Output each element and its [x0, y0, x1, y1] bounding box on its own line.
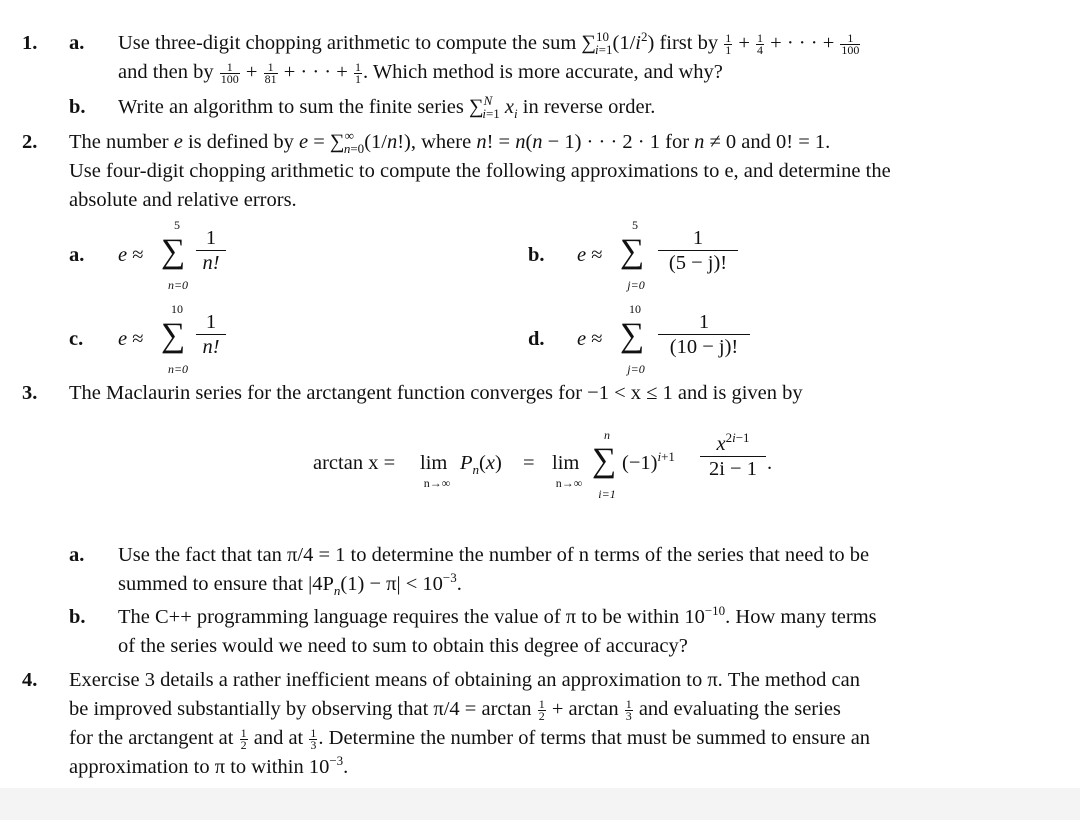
problem-2-line2: Use four-digit chopping arithmetic to compute the following approximations to e, and determine the [69, 160, 891, 182]
problem-1a-line1: Use three-digit chopping arithmetic to compute the sum $\sum^{10}_{i=1}(1/i^2)$ first by $\frac{1}{1}$ + $\frac{1}{4}$ + · · · + $\frac{1}{100}$ [118, 29, 860, 58]
problem-2a-lhs: e ≈ [118, 244, 144, 266]
problem-3b-line2: of the series would we need to sum to obtain this degree of accuracy? [118, 635, 688, 657]
problem-2a-upper: 5 [174, 218, 180, 232]
problem-3-lower: i=1 [598, 487, 616, 501]
problem-2d-denom: (10 − j)! [658, 334, 750, 359]
problem-2b-denom: (5 − j)! [658, 250, 738, 275]
problem-2b-lower: j=0 [627, 278, 645, 292]
problem-1b-label: b. [69, 96, 86, 118]
problem-3-number: 3. [22, 382, 38, 404]
problem-3-numer: $x^{2i-1}$ [716, 430, 750, 455]
problem-2a-numer: 1 [205, 227, 217, 249]
problem-3-lim2: lim [552, 452, 580, 474]
problem-4-line3: for the arctangent at $\frac{1}{2}$ and at $\frac{1}{3}$ . Determine the number of terms that must be summed to ensure an [69, 725, 871, 752]
problem-4-line4: approximation to π to within $10^{-3}$. [69, 753, 349, 778]
problem-2b-numer: 1 [692, 227, 704, 249]
problem-3-lim1-sub: n→∞ [423, 476, 451, 490]
problem-3-fraction [700, 432, 766, 481]
problem-3-denom: 2i − 1 [700, 456, 766, 481]
problem-2b-lhs: e ≈ [577, 244, 603, 266]
problem-2c-fraction [196, 310, 226, 359]
problem-2d-numer: 1 [698, 311, 710, 333]
bottom-band [0, 788, 1080, 820]
problem-1a-line2: and then by $\frac{1}{100}$ + $\frac{1}{81}$ + · · · + $\frac{1}{1}$ . Which method is more accurate, and why? [118, 59, 723, 86]
problem-2c-lower: n=0 [167, 362, 189, 376]
problem-4-line2: be improved substantially by observing that π/4 = arctan $\frac{1}{2}$ + arctan $\frac{1}{3}$ and evaluating the series [69, 696, 841, 723]
problem-2-number: 2. [22, 131, 38, 153]
problem-3b-line1: The C++ programming language requires the value of π to be within $10^{-10}$. How many terms [118, 603, 877, 628]
problem-1-number: 1. [22, 32, 38, 54]
problem-3b-label: b. [69, 606, 86, 628]
problem-2d-sigma: ∑ [620, 317, 645, 354]
problem-3-pn: $P_n(x)$ [460, 452, 502, 478]
problem-3-equals: = [523, 452, 535, 474]
problem-3a-label: a. [69, 544, 85, 566]
problem-3-period: . [767, 452, 773, 474]
problem-3-intro: The Maclaurin series for the arctangent function converges for −1 < x ≤ 1 and is given by [69, 382, 803, 404]
problem-2c-label: c. [69, 328, 84, 350]
problem-2d-upper: 10 [629, 302, 641, 316]
problem-1b-text: Write an algorithm to sum the finite series ∑$^N_{i=1}$ $x_i$ in reverse order. [118, 93, 656, 122]
problem-2b-label: b. [528, 244, 545, 266]
problem-2c-sigma: ∑ [161, 317, 186, 354]
problem-3-upper: n [604, 428, 610, 442]
problem-3-sign-term: $(-1)^{i+1}$ [622, 449, 675, 474]
problem-2d-lower: j=0 [627, 362, 645, 376]
problem-2b-sigma: ∑ [620, 233, 645, 270]
problem-2d-lhs: e ≈ [577, 328, 603, 350]
problem-3-sigma: ∑ [592, 442, 617, 479]
problem-3a-line2: summed to ensure that $|4P_n(1) - \pi| < 10^{-3}$. [118, 570, 462, 599]
problem-2b-upper: 5 [632, 218, 638, 232]
problem-3-lim1: lim [420, 452, 448, 474]
problem-3a-line1: Use the fact that tan π/4 = 1 to determine the number of n terms of the series that need to be [118, 544, 870, 566]
problem-1a-label: a. [69, 32, 85, 54]
problem-2b-fraction [658, 226, 738, 275]
problem-2d-label: d. [528, 328, 545, 350]
problem-2a-denom: n! [196, 250, 226, 275]
problem-2a-fraction [196, 226, 226, 275]
problem-2a-sigma: ∑ [161, 233, 186, 270]
problem-2-line3: absolute and relative errors. [69, 189, 297, 211]
problem-2-line1: The number e is defined by $e = \sum^\infty_{n=0}(1/n!)$, where n! = n(n − 1) · · · 2 · 1 for n ≠ 0 and 0! = 1. [69, 128, 831, 157]
problem-2c-denom: n! [196, 334, 226, 359]
problem-3-lim2-sub: n→∞ [555, 476, 583, 490]
problem-2c-upper: 10 [171, 302, 183, 316]
problem-3-formula-lhs: arctan x = [313, 452, 396, 474]
problem-2c-lhs: e ≈ [118, 328, 144, 350]
problem-4-line1: Exercise 3 details a rather inefficient means of obtaining an approximation to π. The method can [69, 669, 860, 691]
problem-2c-numer: 1 [205, 311, 217, 333]
problem-2a-label: a. [69, 244, 85, 266]
problem-2a-lower: n=0 [167, 278, 189, 292]
problem-4-number: 4. [22, 669, 38, 691]
problem-2d-fraction [658, 310, 750, 359]
